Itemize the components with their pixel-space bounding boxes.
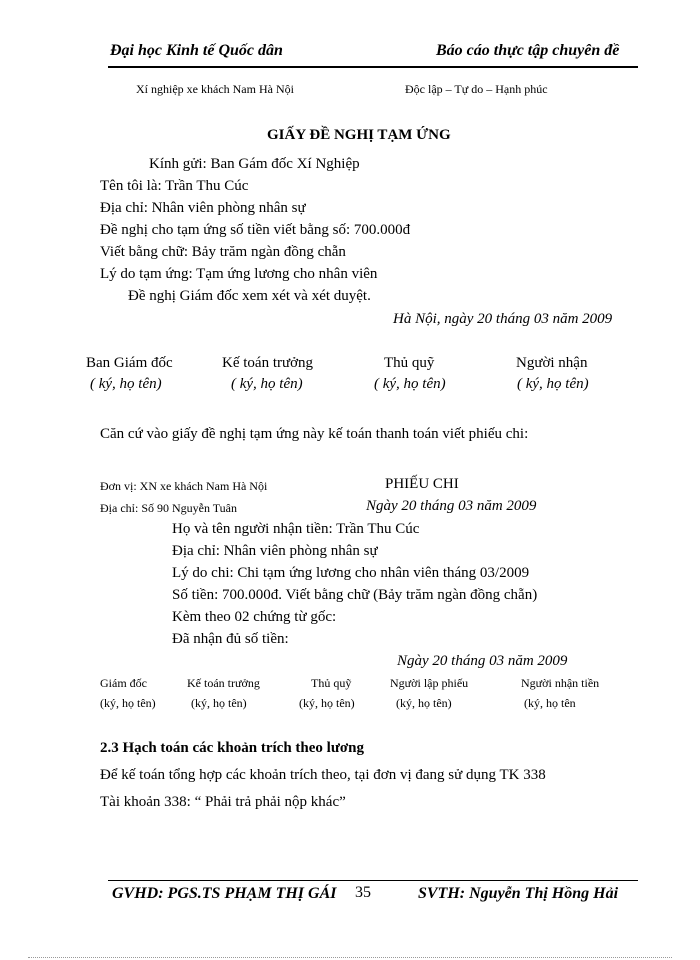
signature-note: ( ký, họ tên) (374, 376, 446, 392)
signature-note: ( ký, họ tên) (517, 376, 589, 392)
footer-left: GVHD: PGS.TS PHẠM THỊ GÁI (112, 885, 337, 902)
voucher-line: Lý do chi: Chi tạm ứng lương cho nhân viên tháng 03/2009 (172, 565, 530, 581)
signature-note: ( ký, họ tên) (90, 376, 162, 392)
request-line: Đề nghị cho tạm ứng số tiền viết bằng số: 700.000đ (100, 222, 411, 238)
voucher-signature-note: (ký, họ tên) (299, 696, 355, 710)
voucher-signature-role: Người lập phiếu (390, 676, 469, 690)
page-edge-divider (28, 957, 672, 958)
section-paragraph: Tài khoản 338: “ Phải trả phải nộp khác” (100, 794, 346, 810)
page-number: 35 (355, 884, 371, 901)
request-line: Viết bằng chữ: Bảy trăm ngàn đồng chẵn (100, 244, 346, 260)
voucher-date-bottom: Ngày 20 tháng 03 năm 2009 (397, 653, 568, 669)
voucher-signature-role: Thủ quỹ (311, 676, 352, 690)
voucher-line: Địa chỉ: Nhân viên phòng nhân sự (172, 543, 378, 559)
voucher-signature-note: (ký, họ tên) (396, 696, 452, 710)
section-paragraph: Để kế toán tổng hợp các khoản trích theo, tại đơn vị đang sử dụng TK 338 (100, 767, 546, 783)
signature-role: Ban Giám đốc (86, 355, 173, 371)
voucher-signature-role: Kế toán trưởng (187, 676, 260, 690)
voucher-address: Địa chỉ: Số 90 Nguyễn Tuân (100, 501, 238, 515)
request-line: Kính gửi: Ban Gám đốc Xí Nghiệp (149, 156, 360, 172)
header-right: Báo cáo thực tập chuyên đề (436, 42, 620, 59)
voucher-signature-note: (ký, họ tên) (100, 696, 156, 710)
voucher-line: Kèm theo 02 chứng từ gốc: (172, 609, 337, 625)
request-line: Tên tôi là: Trần Thu Cúc (100, 178, 249, 194)
voucher-date-top: Ngày 20 tháng 03 năm 2009 (366, 498, 537, 514)
voucher-signature-note: (ký, họ tên (524, 696, 576, 710)
voucher-line: Đã nhận đủ số tiền: (172, 631, 289, 647)
signature-role: Thủ quỹ (384, 355, 435, 371)
voucher-unit: Đơn vị: XN xe khách Nam Hà Nội (100, 479, 268, 493)
footer-right: SVTH: Nguyễn Thị Hồng Hải (418, 885, 619, 902)
section-heading: 2.3 Hạch toán các khoản trích theo lương (100, 740, 364, 756)
header-rule (108, 66, 638, 68)
intro-text: Căn cứ vào giấy đề nghị tạm ứng này kế toán thanh toán viết phiếu chi: (100, 426, 529, 442)
voucher-signature-note: (ký, họ tên) (191, 696, 247, 710)
request-line: Lý do tạm ứng: Tạm ứng lương cho nhân viên (100, 266, 378, 282)
footer-rule (108, 880, 638, 881)
request-line: Đề nghị Giám đốc xem xét và xét duyệt. (128, 288, 371, 304)
advance-request-title: GIẤY ĐỀ NGHỊ TẠM ỨNG (267, 127, 451, 143)
signature-role: Người nhận (516, 355, 588, 371)
org-name: Xí nghiệp xe khách Nam Hà Nội (136, 82, 294, 96)
voucher-line: Họ và tên người nhận tiền: Trần Thu Cúc (172, 521, 420, 537)
request-date: Hà Nội, ngày 20 tháng 03 năm 2009 (393, 311, 613, 327)
voucher-signature-role: Người nhận tiền (521, 676, 600, 690)
motto: Độc lập – Tự do – Hạnh phúc (405, 82, 548, 96)
signature-role: Kế toán trưởng (222, 355, 314, 371)
signature-note: ( ký, họ tên) (231, 376, 303, 392)
voucher-line: Số tiền: 700.000đ. Viết bằng chữ (Bảy trăm ngàn đồng chẵn) (172, 587, 538, 603)
voucher-title: PHIẾU CHI (385, 476, 459, 492)
header-left: Đại học Kinh tế Quốc dân (110, 42, 283, 59)
voucher-signature-role: Giám đốc (100, 676, 147, 690)
request-line: Địa chỉ: Nhân viên phòng nhân sự (100, 200, 306, 216)
